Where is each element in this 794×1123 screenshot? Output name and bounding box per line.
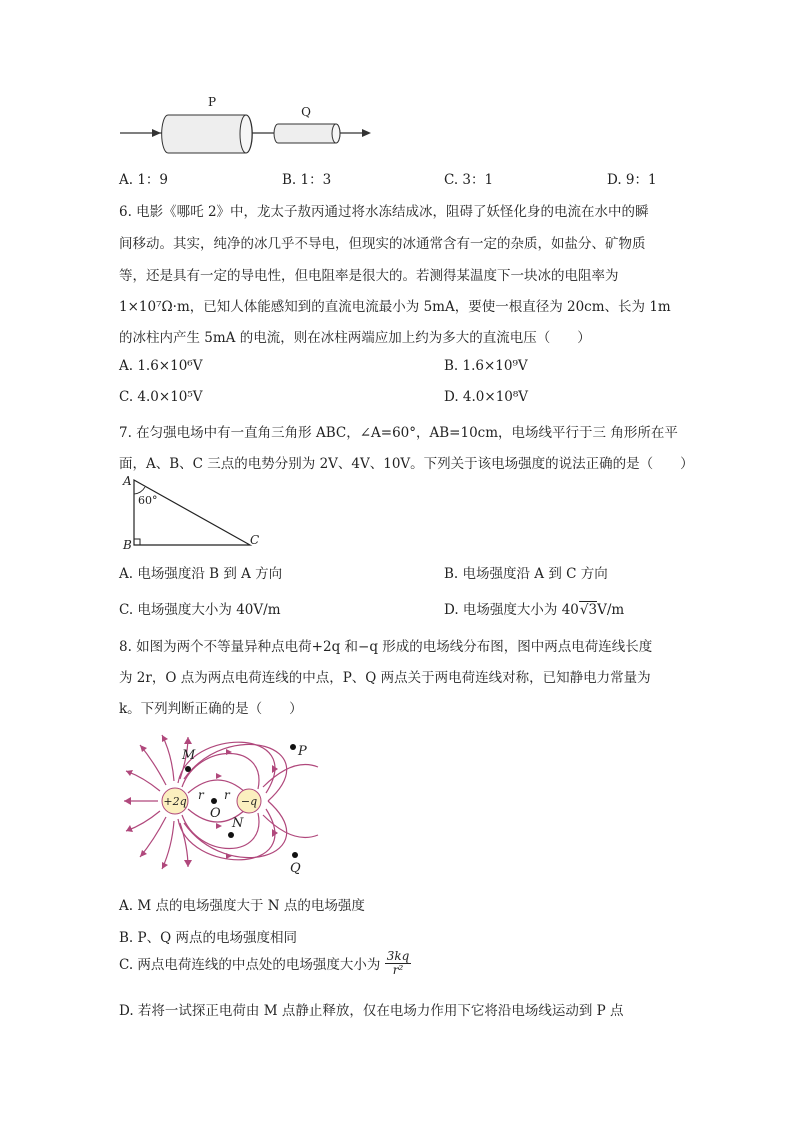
q6-text-line: 间移动。其实，纯净的冰几乎不导电，但现实的冰通常含有一定的杂质，如盐分、矿物质 bbox=[119, 236, 646, 252]
q7-option-d-prefix: D. 电场强度大小为 40 bbox=[444, 602, 579, 618]
angle-label: 60° bbox=[138, 494, 158, 507]
q7-option-c[interactable]: C. 电场强度大小为 40V/m bbox=[119, 602, 281, 618]
cylinder-q-label: Q bbox=[301, 105, 311, 119]
positive-charge-label: +2q bbox=[163, 795, 187, 808]
cylinder-p-label: P bbox=[207, 95, 217, 109]
q5-option-d[interactable]: D. 9：1 bbox=[607, 172, 657, 188]
cylinders-figure bbox=[118, 92, 378, 162]
sqrt-symbol: √3 bbox=[579, 602, 598, 618]
sqrt-radicand: 3 bbox=[588, 602, 598, 618]
q8-text-line: k。下列判断正确的是（ ） bbox=[119, 701, 303, 717]
point-n-label: N bbox=[232, 816, 244, 831]
fraction-denominator: r² bbox=[392, 962, 404, 977]
q6-option-c[interactable]: C. 4.0×10⁵V bbox=[119, 389, 203, 405]
field-lines-figure bbox=[118, 727, 328, 887]
fraction-numerator: 3kq bbox=[386, 949, 410, 963]
q8-option-a[interactable]: A. M 点的电场强度大于 N 点的电场强度 bbox=[119, 898, 365, 914]
q5-option-a[interactable]: A. 1：9 bbox=[119, 172, 169, 188]
distance-r-label: r bbox=[224, 788, 230, 802]
vertex-c-label: C bbox=[250, 533, 260, 547]
q7-text-line: 7. 在匀强电场中有一直角三角形 ABC，∠A=60°，AB=10cm，电场线平行于三 角形所在平 bbox=[119, 425, 678, 441]
triangle-figure bbox=[118, 472, 268, 552]
fraction bbox=[385, 950, 412, 976]
vertex-b-label: B bbox=[123, 538, 132, 552]
q6-text-line: 等，还是具有一定的导电性，但电阻率是很大的。若测得某温度下一块冰的电阻率为 bbox=[119, 268, 619, 284]
q8-text-line: 为 2r，O 点为两点电荷连线的中点，P、Q 两点关于两电荷连线对称，已知静电力常量为 bbox=[119, 670, 651, 686]
q8-option-d[interactable]: D. 若将一试探正电荷由 M 点静止释放，仅在电场力作用下它将沿电场线运动到 P 点 bbox=[119, 1003, 624, 1019]
q8-option-b[interactable]: B. P、Q 两点的电场强度相同 bbox=[119, 930, 297, 946]
q6-text-line: 的冰柱内产生 5mA 的电流，则在冰柱两端应加上约为多大的直流电压（ ） bbox=[119, 330, 591, 346]
q7-option-d-unit: V/m bbox=[597, 602, 625, 618]
q7-option-b[interactable]: B. 电场强度沿 A 到 C 方向 bbox=[444, 566, 608, 582]
point-m-label: M bbox=[182, 748, 196, 763]
q6-option-b[interactable]: B. 1.6×10⁹V bbox=[444, 358, 528, 374]
point-o-label: O bbox=[210, 806, 221, 821]
q7-text-line: 面，A、B、C 三点的电势分别为 2V、4V、10V。下列关于该电场强度的说法正确的是（ ） bbox=[119, 456, 694, 472]
q6-option-a[interactable]: A. 1.6×10⁶V bbox=[119, 358, 203, 374]
distance-r-label: r bbox=[198, 788, 204, 802]
q6-text-line: 6. 电影《哪吒 2》中，龙太子敖丙通过将水冻结成冰，阻碍了妖怪化身的电流在水中的瞬 bbox=[119, 204, 649, 220]
q7-option-d[interactable] bbox=[444, 598, 624, 618]
q8-text-line: 8. 如图为两个不等量异种点电荷+2q 和−q 形成的电场线分布图，图中两点电荷连线长度 bbox=[119, 639, 653, 655]
negative-charge-label: −q bbox=[240, 795, 258, 808]
q5-option-c[interactable]: C. 3：1 bbox=[444, 172, 494, 188]
q7-option-a[interactable]: A. 电场强度沿 B 到 A 方向 bbox=[119, 566, 283, 582]
q6-option-d[interactable]: D. 4.0×10⁸V bbox=[444, 389, 529, 405]
q5-option-b[interactable]: B. 1：3 bbox=[282, 172, 332, 188]
point-q-label: Q bbox=[290, 861, 301, 876]
q6-text-line: 1×10⁷Ω·m，已知人体能感知到的直流电流最小为 5mA，要使一根直径为 20cm、长为 1m bbox=[119, 299, 671, 315]
q8-option-c-prefix: C. 两点电荷连线的中点处的电场强度大小为 bbox=[119, 957, 381, 974]
point-p-label: P bbox=[298, 744, 307, 759]
vertex-a-label: A bbox=[123, 474, 132, 488]
q8-option-c[interactable] bbox=[119, 950, 411, 976]
